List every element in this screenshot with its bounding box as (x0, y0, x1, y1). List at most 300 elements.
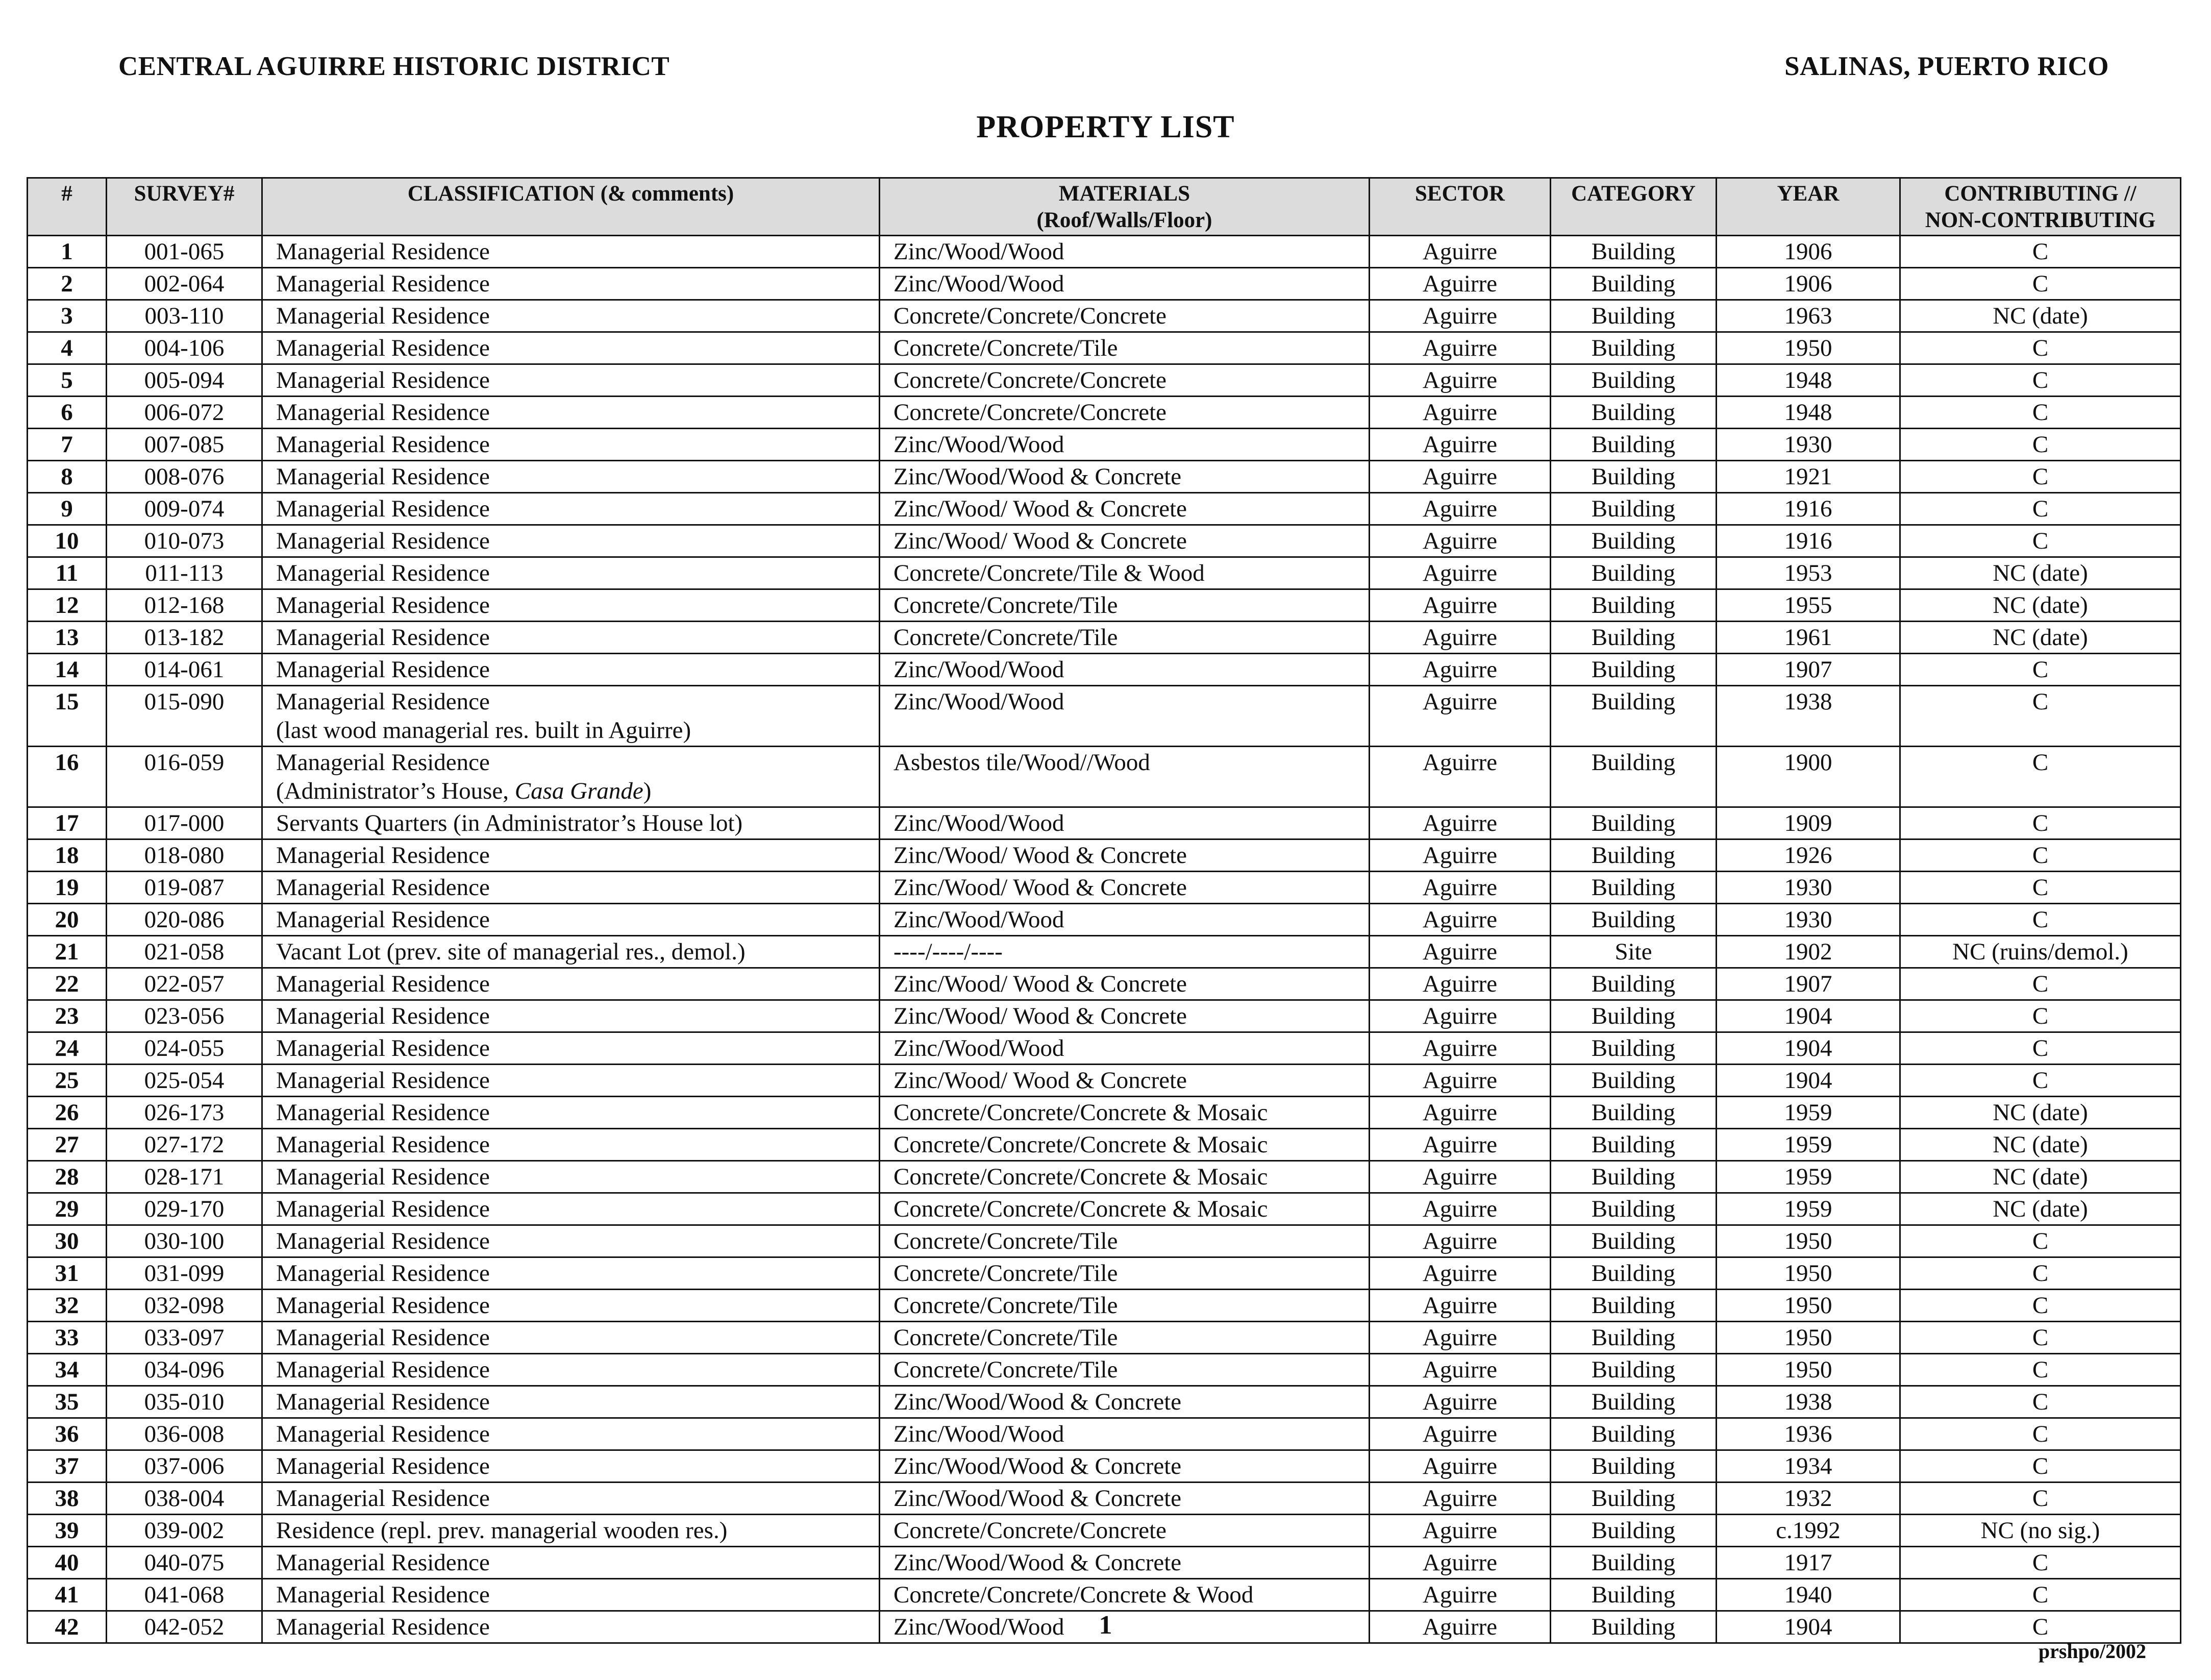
cell-sector: Aguirre (1370, 1515, 1551, 1547)
classification-text: Managerial Residence (276, 874, 490, 901)
cell-year: 1950 (1717, 332, 1900, 364)
cell-category: Building (1551, 622, 1717, 654)
cell-year: 1959 (1717, 1193, 1900, 1225)
cell-survey: 025-054 (107, 1065, 262, 1097)
cell-survey: 015-090 (107, 686, 262, 747)
cell-classification (262, 1354, 880, 1386)
cell-contributing: NC (date) (1900, 589, 2181, 622)
classification-text: Managerial Residence (276, 1324, 490, 1351)
cell-survey: 035-010 (107, 1386, 262, 1418)
cell-survey: 034-096 (107, 1354, 262, 1386)
cell-contributing: C (1900, 1386, 2181, 1418)
cell-materials: Concrete/Concrete/Tile (880, 622, 1370, 654)
location-title: SALINAS, PUERTO RICO (1784, 52, 2109, 81)
cell-materials: Zinc/Wood/Wood (880, 429, 1370, 461)
cell-survey: 020-086 (107, 904, 262, 936)
column-header-classification: CLASSIFICATION (& comments) (262, 178, 880, 236)
cell-category: Building (1551, 1193, 1717, 1225)
cell-contributing: NC (date) (1900, 1161, 2181, 1193)
cell-number: 5 (28, 364, 107, 397)
cell-category: Site (1551, 936, 1717, 968)
cell-year: 1907 (1717, 654, 1900, 686)
contributing-header-line2: NON-CONTRIBUTING (1925, 208, 2156, 232)
cell-classification (262, 1000, 880, 1032)
classification-note-suffix: ) (643, 778, 652, 804)
classification-text: Managerial Residence (276, 1485, 490, 1512)
cell-sector: Aguirre (1370, 1000, 1551, 1032)
cell-survey: 007-085 (107, 429, 262, 461)
cell-year: 1959 (1717, 1097, 1900, 1129)
cell-contributing: C (1900, 461, 2181, 493)
classification-text: Managerial Residence (276, 971, 490, 997)
cell-survey: 030-100 (107, 1225, 262, 1257)
cell-number: 13 (28, 622, 107, 654)
cell-materials: Concrete/Concrete/Concrete (880, 300, 1370, 332)
classification-text: Managerial Residence (276, 749, 490, 776)
classification-text: Managerial Residence (276, 1582, 490, 1608)
cell-year: 1953 (1717, 557, 1900, 589)
cell-year: 1950 (1717, 1354, 1900, 1386)
table-row (28, 1193, 2181, 1225)
cell-contributing: C (1900, 1322, 2181, 1354)
cell-materials: Zinc/Wood/ Wood & Concrete (880, 872, 1370, 904)
cell-sector: Aguirre (1370, 1225, 1551, 1257)
materials-header-line2: (Roof/Walls/Floor) (1036, 208, 1212, 232)
cell-sector: Aguirre (1370, 1097, 1551, 1129)
table-row (28, 1129, 2181, 1161)
classification-text: Managerial Residence (276, 688, 490, 715)
cell-year: 1916 (1717, 525, 1900, 557)
cell-materials: Zinc/Wood/Wood (880, 686, 1370, 747)
cell-survey: 011-113 (107, 557, 262, 589)
cell-category: Building (1551, 1065, 1717, 1097)
cell-materials: Concrete/Concrete/Tile (880, 1322, 1370, 1354)
table-row (28, 429, 2181, 461)
cell-category: Building (1551, 654, 1717, 686)
classification-text: Managerial Residence (276, 1389, 490, 1415)
cell-year: 1948 (1717, 397, 1900, 429)
cell-year: 1930 (1717, 429, 1900, 461)
cell-survey: 026-173 (107, 1097, 262, 1129)
table-row (28, 904, 2181, 936)
table-row (28, 1097, 2181, 1129)
classification-text: Managerial Residence (276, 1067, 490, 1094)
classification-text: Managerial Residence (276, 842, 490, 869)
cell-contributing: C (1900, 686, 2181, 747)
table-row (28, 332, 2181, 364)
classification-text: Managerial Residence (276, 906, 490, 933)
classification-text: Managerial Residence (276, 463, 490, 490)
column-header-category: CATEGORY (1551, 178, 1717, 236)
cell-materials: Concrete/Concrete/Tile (880, 1290, 1370, 1322)
table-row (28, 1290, 2181, 1322)
cell-number: 11 (28, 557, 107, 589)
cell-classification (262, 461, 880, 493)
cell-category: Building (1551, 1000, 1717, 1032)
contributing-header-line1: CONTRIBUTING // (1944, 182, 2137, 206)
cell-survey: 013-182 (107, 622, 262, 654)
cell-category: Building (1551, 364, 1717, 397)
cell-survey: 012-168 (107, 589, 262, 622)
cell-year: 1900 (1717, 747, 1900, 807)
cell-survey: 005-094 (107, 364, 262, 397)
cell-contributing: C (1900, 1354, 2181, 1386)
classification-note: (last wood managerial res. built in Aguirre) (276, 717, 691, 744)
cell-survey: 002-064 (107, 268, 262, 300)
table-row (28, 839, 2181, 872)
cell-survey: 017-000 (107, 807, 262, 839)
cell-sector: Aguirre (1370, 268, 1551, 300)
page-number: 1 (1099, 1611, 1112, 1640)
cell-category: Building (1551, 904, 1717, 936)
page-title: PROPERTY LIST (976, 110, 1235, 144)
cell-number: 27 (28, 1129, 107, 1161)
cell-materials: Concrete/Concrete/Concrete (880, 1515, 1370, 1547)
classification-note (276, 777, 875, 805)
cell-year: 1950 (1717, 1257, 1900, 1290)
cell-materials: Zinc/Wood/Wood (880, 654, 1370, 686)
cell-category: Building (1551, 1547, 1717, 1579)
property-table (27, 177, 2181, 1644)
cell-number: 9 (28, 493, 107, 525)
cell-sector: Aguirre (1370, 1611, 1551, 1643)
cell-number: 42 (28, 1611, 107, 1643)
cell-contributing: C (1900, 1225, 2181, 1257)
cell-contributing: C (1900, 747, 2181, 807)
cell-category: Building (1551, 1354, 1717, 1386)
classification-text: Managerial Residence (276, 270, 490, 297)
column-header-contributing (1900, 178, 2181, 236)
cell-survey: 027-172 (107, 1129, 262, 1161)
cell-category: Building (1551, 589, 1717, 622)
cell-category: Building (1551, 872, 1717, 904)
cell-survey: 021-058 (107, 936, 262, 968)
cell-survey: 016-059 (107, 747, 262, 807)
cell-number: 41 (28, 1579, 107, 1611)
cell-category: Building (1551, 1322, 1717, 1354)
cell-materials: Zinc/Wood/Wood & Concrete (880, 1483, 1370, 1515)
cell-contributing: NC (date) (1900, 557, 2181, 589)
cell-survey: 024-055 (107, 1032, 262, 1065)
cell-number: 17 (28, 807, 107, 839)
cell-contributing: NC (date) (1900, 622, 2181, 654)
cell-sector: Aguirre (1370, 589, 1551, 622)
cell-survey: 006-072 (107, 397, 262, 429)
cell-category: Building (1551, 1129, 1717, 1161)
table-body (28, 236, 2181, 1643)
cell-category: Building (1551, 807, 1717, 839)
cell-number: 37 (28, 1450, 107, 1483)
table-row (28, 1579, 2181, 1611)
cell-number: 6 (28, 397, 107, 429)
table-row (28, 300, 2181, 332)
cell-survey: 039-002 (107, 1515, 262, 1547)
cell-sector: Aguirre (1370, 1032, 1551, 1065)
cell-number: 28 (28, 1161, 107, 1193)
cell-year: 1961 (1717, 622, 1900, 654)
cell-number: 32 (28, 1290, 107, 1322)
cell-number: 38 (28, 1483, 107, 1515)
district-title: CENTRAL AGUIRRE HISTORIC DISTRICT (118, 52, 670, 81)
cell-category: Building (1551, 1611, 1717, 1643)
cell-contributing: C (1900, 1450, 2181, 1483)
cell-classification (262, 654, 880, 686)
cell-classification (262, 236, 880, 268)
cell-classification (262, 747, 880, 807)
cell-survey: 019-087 (107, 872, 262, 904)
cell-survey: 009-074 (107, 493, 262, 525)
cell-survey: 031-099 (107, 1257, 262, 1290)
cell-survey: 042-052 (107, 1611, 262, 1643)
cell-materials: Zinc/Wood/Wood (880, 1611, 1370, 1643)
cell-category: Building (1551, 397, 1717, 429)
cell-year: 1916 (1717, 493, 1900, 525)
cell-materials: Concrete/Concrete/Concrete & Mosaic (880, 1129, 1370, 1161)
table-row (28, 1450, 2181, 1483)
cell-materials: Concrete/Concrete/Tile (880, 589, 1370, 622)
cell-contributing: C (1900, 968, 2181, 1000)
classification-text: Managerial Residence (276, 303, 490, 329)
cell-classification (262, 1225, 880, 1257)
cell-year: 1948 (1717, 364, 1900, 397)
cell-classification (262, 839, 880, 872)
cell-survey: 014-061 (107, 654, 262, 686)
cell-number: 31 (28, 1257, 107, 1290)
table-row (28, 1483, 2181, 1515)
cell-materials: Zinc/Wood/Wood & Concrete (880, 1450, 1370, 1483)
cell-category: Building (1551, 1450, 1717, 1483)
table-row (28, 1032, 2181, 1065)
table-row (28, 686, 2181, 747)
cell-category: Building (1551, 300, 1717, 332)
cell-classification (262, 397, 880, 429)
cell-sector: Aguirre (1370, 557, 1551, 589)
classification-text: Managerial Residence (276, 1003, 490, 1029)
table-row (28, 525, 2181, 557)
cell-classification (262, 429, 880, 461)
cell-category: Building (1551, 1483, 1717, 1515)
cell-year: 1963 (1717, 300, 1900, 332)
cell-sector: Aguirre (1370, 1065, 1551, 1097)
classification-text: Managerial Residence (276, 367, 490, 393)
cell-classification (262, 1257, 880, 1290)
cell-sector: Aguirre (1370, 968, 1551, 1000)
cell-classification (262, 300, 880, 332)
classification-text: Managerial Residence (276, 1549, 490, 1576)
cell-category: Building (1551, 236, 1717, 268)
cell-category: Building (1551, 1386, 1717, 1418)
cell-classification (262, 364, 880, 397)
materials-header-line1: MATERIALS (1058, 182, 1190, 206)
cell-sector: Aguirre (1370, 461, 1551, 493)
cell-number: 15 (28, 686, 107, 747)
classification-text: Managerial Residence (276, 335, 490, 361)
column-header-survey: SURVEY# (107, 178, 262, 236)
cell-number: 33 (28, 1322, 107, 1354)
classification-text: Managerial Residence (276, 1228, 490, 1254)
cell-category: Building (1551, 1097, 1717, 1129)
cell-sector: Aguirre (1370, 300, 1551, 332)
cell-materials: Zinc/Wood/ Wood & Concrete (880, 839, 1370, 872)
cell-number: 35 (28, 1386, 107, 1418)
cell-materials: Zinc/Wood/ Wood & Concrete (880, 1065, 1370, 1097)
cell-category: Building (1551, 557, 1717, 589)
cell-sector: Aguirre (1370, 397, 1551, 429)
classification-text: Managerial Residence (276, 238, 490, 265)
cell-materials: Zinc/Wood/ Wood & Concrete (880, 493, 1370, 525)
table-row (28, 1354, 2181, 1386)
classification-text: Managerial Residence (276, 1356, 490, 1383)
cell-classification (262, 1129, 880, 1161)
cell-year: 1950 (1717, 1290, 1900, 1322)
classification-text: Managerial Residence (276, 592, 490, 619)
cell-classification (262, 686, 880, 747)
table-row (28, 968, 2181, 1000)
table-row (28, 268, 2181, 300)
cell-survey: 033-097 (107, 1322, 262, 1354)
cell-survey: 036-008 (107, 1418, 262, 1450)
cell-year: 1909 (1717, 807, 1900, 839)
cell-number: 8 (28, 461, 107, 493)
cell-category: Building (1551, 1515, 1717, 1547)
table-row (28, 654, 2181, 686)
cell-contributing: C (1900, 1290, 2181, 1322)
cell-materials: Zinc/Wood/Wood & Concrete (880, 461, 1370, 493)
cell-number: 34 (28, 1354, 107, 1386)
footer-code: prshpo/2002 (2038, 1640, 2146, 1663)
classification-text: Vacant Lot (prev. site of managerial res., demol.) (276, 938, 746, 965)
table-row (28, 1418, 2181, 1450)
cell-sector: Aguirre (1370, 364, 1551, 397)
cell-contributing: C (1900, 807, 2181, 839)
cell-classification (262, 1418, 880, 1450)
cell-number: 30 (28, 1225, 107, 1257)
cell-contributing: NC (date) (1900, 1129, 2181, 1161)
cell-sector: Aguirre (1370, 429, 1551, 461)
table-row (28, 589, 2181, 622)
cell-materials: Concrete/Concrete/Concrete & Mosaic (880, 1161, 1370, 1193)
cell-contributing: C (1900, 525, 2181, 557)
cell-materials: Concrete/Concrete/Concrete (880, 397, 1370, 429)
classification-text: Servants Quarters (in Administrator’s House lot) (276, 810, 743, 836)
cell-materials: Zinc/Wood/Wood & Concrete (880, 1547, 1370, 1579)
cell-category: Building (1551, 461, 1717, 493)
cell-number: 1 (28, 236, 107, 268)
cell-survey: 032-098 (107, 1290, 262, 1322)
table-row (28, 872, 2181, 904)
cell-contributing: C (1900, 236, 2181, 268)
cell-contributing: NC (date) (1900, 300, 2181, 332)
cell-number: 29 (28, 1193, 107, 1225)
cell-contributing: C (1900, 1611, 2181, 1643)
cell-contributing: NC (date) (1900, 1097, 2181, 1129)
cell-category: Building (1551, 1579, 1717, 1611)
cell-number: 10 (28, 525, 107, 557)
cell-number: 39 (28, 1515, 107, 1547)
cell-sector: Aguirre (1370, 622, 1551, 654)
cell-classification (262, 1193, 880, 1225)
cell-year: 1938 (1717, 1386, 1900, 1418)
cell-number: 12 (28, 589, 107, 622)
classification-text: Managerial Residence (276, 1099, 490, 1126)
cell-classification (262, 1322, 880, 1354)
table-row (28, 1547, 2181, 1579)
cell-sector: Aguirre (1370, 747, 1551, 807)
cell-survey: 008-076 (107, 461, 262, 493)
cell-year: 1932 (1717, 1483, 1900, 1515)
table-row (28, 461, 2181, 493)
cell-contributing: C (1900, 332, 2181, 364)
cell-number: 24 (28, 1032, 107, 1065)
cell-materials: Concrete/Concrete/Tile (880, 1225, 1370, 1257)
cell-number: 4 (28, 332, 107, 364)
cell-survey: 041-068 (107, 1579, 262, 1611)
cell-materials: Asbestos tile/Wood//Wood (880, 747, 1370, 807)
cell-category: Building (1551, 747, 1717, 807)
cell-year: 1930 (1717, 872, 1900, 904)
cell-sector: Aguirre (1370, 493, 1551, 525)
cell-sector: Aguirre (1370, 807, 1551, 839)
cell-survey: 004-106 (107, 332, 262, 364)
cell-sector: Aguirre (1370, 686, 1551, 747)
table-row (28, 236, 2181, 268)
cell-sector: Aguirre (1370, 1450, 1551, 1483)
cell-contributing: C (1900, 493, 2181, 525)
cell-survey: 001-065 (107, 236, 262, 268)
cell-category: Building (1551, 1418, 1717, 1450)
cell-year: 1930 (1717, 904, 1900, 936)
cell-materials: Concrete/Concrete/Tile & Wood (880, 557, 1370, 589)
cell-classification (262, 1065, 880, 1097)
cell-contributing: C (1900, 872, 2181, 904)
cell-category: Building (1551, 332, 1717, 364)
cell-survey: 037-006 (107, 1450, 262, 1483)
cell-classification (262, 1097, 880, 1129)
cell-materials: Zinc/Wood/ Wood & Concrete (880, 968, 1370, 1000)
table-row (28, 1065, 2181, 1097)
table-row (28, 557, 2181, 589)
cell-classification (262, 525, 880, 557)
cell-sector: Aguirre (1370, 525, 1551, 557)
cell-materials: Zinc/Wood/Wood (880, 268, 1370, 300)
cell-sector: Aguirre (1370, 1579, 1551, 1611)
cell-materials: Concrete/Concrete/Concrete & Mosaic (880, 1193, 1370, 1225)
cell-category: Building (1551, 1290, 1717, 1322)
cell-year: 1959 (1717, 1161, 1900, 1193)
cell-contributing: C (1900, 654, 2181, 686)
cell-survey: 038-004 (107, 1483, 262, 1515)
cell-year: 1904 (1717, 1611, 1900, 1643)
cell-classification (262, 1579, 880, 1611)
cell-materials: Zinc/Wood/Wood (880, 904, 1370, 936)
cell-sector: Aguirre (1370, 332, 1551, 364)
cell-survey: 029-170 (107, 1193, 262, 1225)
cell-sector: Aguirre (1370, 1547, 1551, 1579)
cell-year: 1902 (1717, 936, 1900, 968)
cell-year: 1950 (1717, 1225, 1900, 1257)
cell-survey: 003-110 (107, 300, 262, 332)
classification-text: Managerial Residence (276, 1131, 490, 1158)
classification-text: Managerial Residence (276, 1260, 490, 1287)
cell-sector: Aguirre (1370, 1354, 1551, 1386)
cell-classification (262, 1290, 880, 1322)
cell-year: 1926 (1717, 839, 1900, 872)
cell-number: 20 (28, 904, 107, 936)
cell-classification (262, 1032, 880, 1065)
cell-number: 26 (28, 1097, 107, 1129)
cell-materials: Zinc/Wood/Wood (880, 236, 1370, 268)
table-row (28, 936, 2181, 968)
